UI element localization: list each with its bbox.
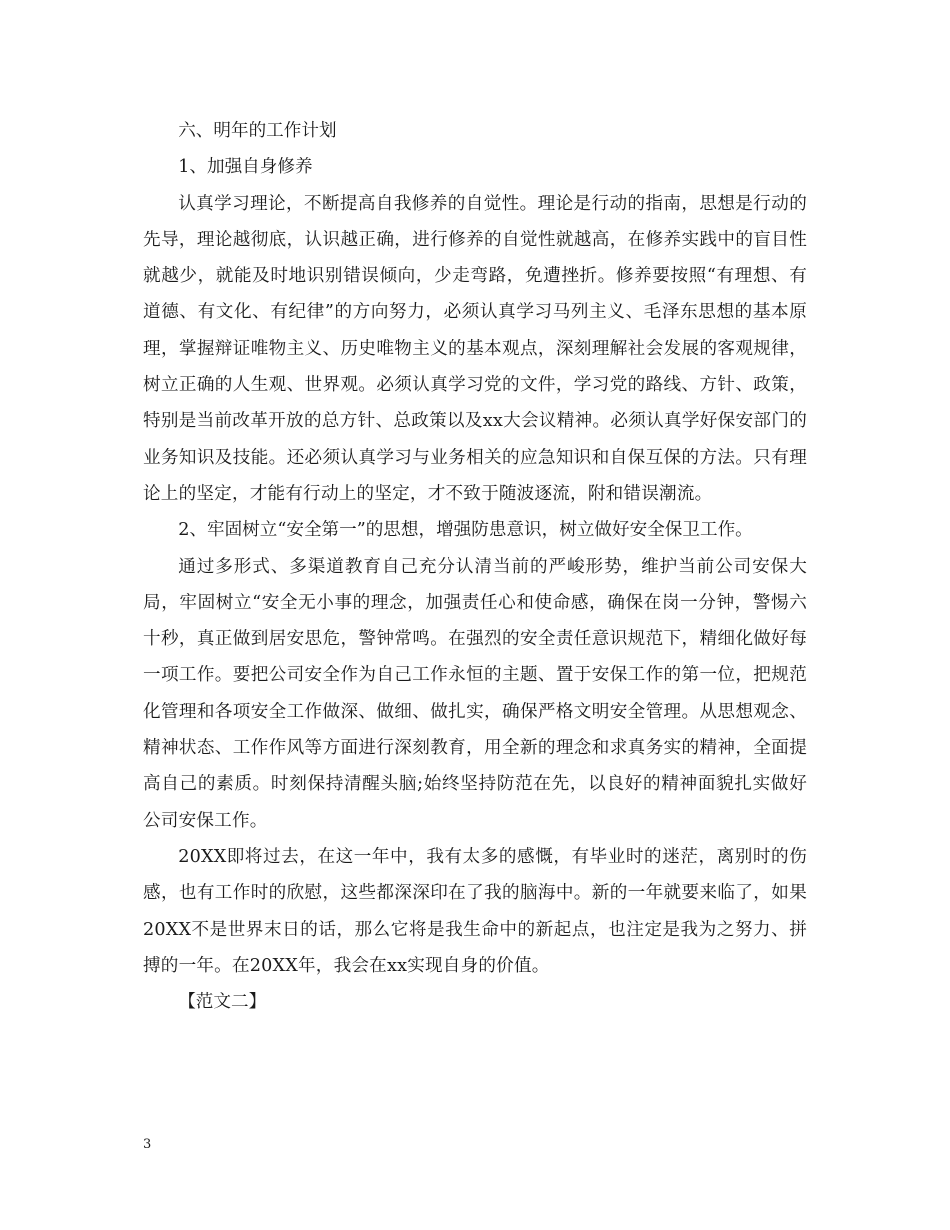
paragraph-year-summary: 20XX即将过去，在这一年中，我有太多的感慨，有毕业时的迷茫，离别时的伤感，也有工作时的欣慰，这些都深深印在了我的脑海中。新的一年就要来临了，如果20XX不是世界末日的话，那么它将是我生命中的新起点，也注定是我为之努力、拼搏的一年。在20XX年，我会在xx实现自身的价值。 [143,846,807,976]
page-number: 3 [143,1137,152,1152]
section-marker-sample-two: 【范文二】 [178,992,267,1013]
paragraph-safety-first: 通过多形式、多渠道教育自己充分认清当前的严峻形势，维护当前公司安保大局，牢固树立“安全无小事的理念，加强责任心和使命感，确保在岗一分钟，警惕六十秒，真正做到居安思危，警钟常鸣。在强烈的安全责任意识规范下，精细化做好每一项工作。要把公司安全作为自己工作永恒的主题、置于安保工作的第一位，把规范化管理和各项安全工作做深、做细、做扎实，确保严格文明安全管理。从思想观念、精神状态、工作作风等方面进行深刻教育，用全新的理念和求真务实的精神，全面提高自己的素质。时刻保持清醒头脑;始终坚持防范在先，以良好的精神面貌扎实做好公司安保工作。 [143,556,807,831]
document-body [143,113,807,1020]
section-heading-plan: 六、明年的工作计划 [178,121,337,141]
subheading-safety-first: 2、牢固树立“安全第一”的思想，增强防患意识，树立做好安全保卫工作。 [178,520,753,541]
paragraph-self-cultivation: 认真学习理论，不断提高自我修养的自觉性。理论是行动的指南，思想是行动的先导，理论越彻底，认识越正确，进行修养的自觉性就越高，在修养实践中的盲目性就越少，就能及时地识别错误倾向，少走弯路，免遭挫折。修养要按照“有理想、有道德、有文化、有纪律”的方向努力，必须认真学习马列主义、毛泽东思想的基本原理，掌握辩证唯物主义、历史唯物主义的基本观点，深刻理解社会发展的客观规律，树立正确的人生观、世界观。必须认真学习党的文件，学习党的路线、方针、政策，特别是当前改革开放的总方针、总政策以及xx大会议精神。必须认真学好保安部门的业务知识及技能。还必须认真学习与业务相关的应急知识和自保互保的方法。只有理论上的坚定，才能有行动上的坚定，才不致于随波逐流，附和错误潮流。 [143,193,807,504]
subheading-self-cultivation: 1、加强自身修养 [178,157,313,178]
